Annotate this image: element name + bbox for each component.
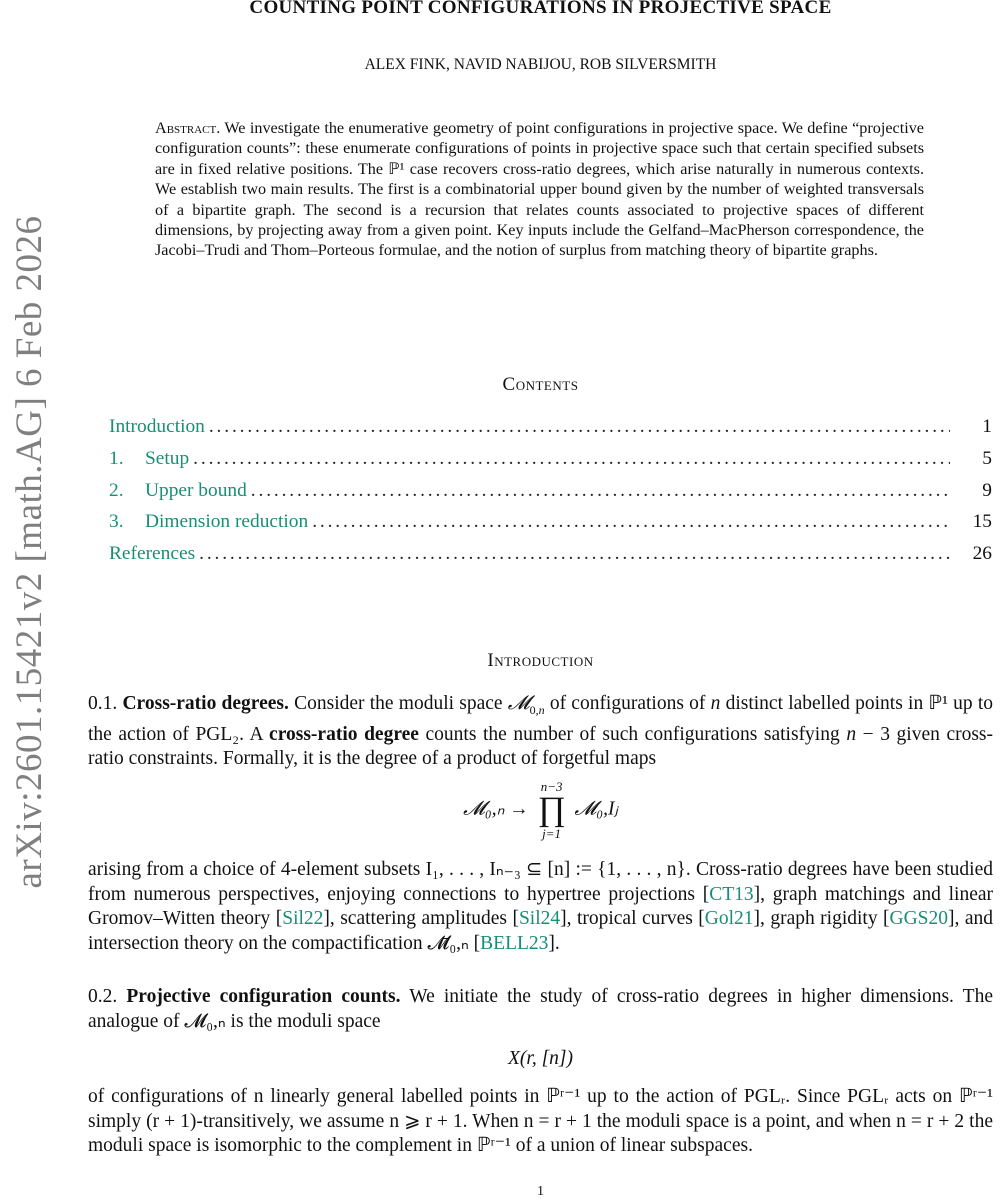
toc-page: 5 [982, 447, 992, 469]
toc-leader [199, 543, 950, 565]
paragraph-text: ], tropical curves [ [560, 908, 705, 930]
paper-title: COUNTING POINT CONFIGURATIONS IN PROJECTIVE SPACE [249, 0, 832, 18]
toc-entry-references[interactable] [109, 543, 992, 575]
math-inline: n [846, 723, 857, 745]
toc-link[interactable]: Introduction [109, 416, 205, 437]
product-symbol [538, 780, 566, 840]
equation-lhs: 𝓜₀,ₙ → [463, 798, 529, 820]
math-inline: 𝓜$_{0,n}$ [507, 693, 545, 717]
toc-entry-setup[interactable] [109, 448, 992, 480]
citation-link[interactable]: Sil22 [282, 908, 324, 930]
toc-leader [209, 416, 950, 438]
citation-link[interactable]: GGS20 [889, 908, 949, 930]
citation-link[interactable]: Gol21 [704, 908, 754, 930]
abstract-text: We investigate the enumerative geometry of point configurations in projective space. We define “projective configuration counts”: these enumerate configurations of points in projective space such that certain specified subsets are in fixed relative positions. The ℙ¹ case recovers cross-ratio degrees, which arise naturally in numerous contexts. We establish two main results. The first is a combinatorial upper bound given by the number of weighted transversals of a bipartite graph. The second is a recursion that relates counts associated to projective spaces of different dimensions, by projecting away from a given point. Key inputs include the Gelfand–MacPherson correspondence, the Jacobi–Trudi and Thom–Porteous formulae, and the notion of surplus from matching theory of bipartite graphs. [155, 119, 924, 260]
toc-leader [193, 448, 950, 470]
toc-entry-dimension-reduction[interactable] [109, 511, 992, 543]
toc-leader [312, 511, 950, 533]
toc-entry-introduction[interactable] [109, 416, 992, 448]
paragraph-text: ], graph matchings and linear Gromov–Witten theory [ [88, 883, 993, 930]
product-upper-limit: n−3 [540, 779, 563, 794]
page-number: 1 [537, 1184, 544, 1199]
product-lower-limit: j=1 [542, 826, 562, 841]
bold-term: cross-ratio degree [269, 723, 419, 745]
paper-authors: ALEX FINK, NAVID NABIJOU, ROB SILVERSMITH [364, 56, 717, 73]
section-title: Cross-ratio degrees. [122, 693, 289, 714]
abstract-label: Abstract. [155, 119, 221, 137]
citation-link[interactable]: Sil24 [518, 908, 561, 930]
display-equation [88, 780, 993, 840]
paragraph-text: ], and intersection theory on the compactification 𝓜̄₀,ₙ [ [88, 908, 993, 955]
paragraph-text: Consider the moduli space [294, 693, 503, 714]
paragraph-text: ]. [548, 933, 560, 955]
toc-number[interactable]: 2. [109, 479, 124, 501]
toc-number[interactable]: 1. [109, 447, 124, 469]
citation-link[interactable]: BELL23 [480, 933, 549, 955]
abstract [155, 118, 924, 261]
table-of-contents [109, 416, 992, 575]
introduction-heading: Introduction [487, 650, 594, 671]
product-sign: ∏ [537, 791, 566, 828]
toc-link[interactable]: References [109, 543, 196, 565]
section-0-2-continuation: of configurations of n linearly general labelled points in ℙʳ⁻¹ up to the action of PGLᵣ. Since PGLᵣ acts on ℙʳ⁻¹ simply (r + 1)-transitively, we assume n ⩾ r + 1. When n = r + 1 the moduli space is a point, and when n = r + 2 the moduli space is isomorphic to the complement in ℙʳ⁻¹ of a union of linear subspaces. [88, 1086, 993, 1157]
section-0-1-continuation [88, 858, 993, 957]
toc-leader [251, 480, 950, 502]
toc-number[interactable]: 3. [109, 511, 124, 533]
paragraph-text: ], scattering amplitudes [ [323, 908, 519, 930]
toc-link[interactable]: Upper bound [145, 479, 247, 501]
math-inline: n [710, 693, 721, 714]
paragraph-text: of configurations of [549, 693, 706, 714]
paragraph-text: arising from a choice of 4-element subsets I₁, . . . , Iₙ₋₃ ⊆ [n] := {1, . . . , n}. Cross-ratio degrees have been studied from numerous perspectives, enjoying connections to hypertree projections [ [88, 859, 993, 905]
arxiv-side-stamp: arXiv:2601.15421v2 [math.AG] 6 Feb 2026 [9, 215, 50, 889]
paragraph-text: ], graph rigidity [ [753, 908, 890, 930]
toc-page: 15 [972, 511, 992, 533]
toc-link[interactable]: Setup [145, 447, 190, 469]
section-0-2-paragraph [88, 985, 993, 1034]
toc-link[interactable]: Dimension reduction [145, 511, 309, 533]
section-number: 0.2. [88, 986, 118, 1007]
paragraph-text: counts the number of such configurations satisfying [425, 723, 840, 745]
display-equation-moduli: X(r, [n]) [507, 1048, 573, 1069]
section-number: 0.1. [88, 693, 118, 714]
toc-page: 1 [982, 416, 992, 437]
equation-rhs: 𝓜₀,Iⱼ [574, 798, 618, 820]
paragraph-text: distinct labelled points in ℙ¹ up to the action of PGL₂. A [88, 693, 994, 745]
paragraph-text: We initiate the study of cross-ratio degrees in higher dimensions. The analogue of 𝓜₀,ₙ is the moduli space [88, 986, 993, 1032]
toc-page: 26 [972, 543, 992, 565]
citation-link[interactable]: CT13 [709, 883, 754, 905]
section-0-1-paragraph: 0.1. Cross-ratio degrees. Consider the moduli space 𝓜$_{0,n}$ of configurations of n distinct labelled points in ℙ¹ up to the action of PGL₂. A cross-ratio degree counts the number of such configurations satisfying n − 3 given cross-ratio constraints. Formally, it is the degree of a product of forgetful maps [88, 693, 994, 770]
section-title: Projective configuration counts. [126, 986, 401, 1007]
toc-entry-upper-bound[interactable] [109, 480, 992, 512]
toc-page: 9 [982, 479, 992, 501]
paragraph-text: given cross-ratio constraints. Formally, it is the degree of a product of forgetful maps [88, 723, 994, 770]
contents-heading: Contents [502, 374, 579, 395]
